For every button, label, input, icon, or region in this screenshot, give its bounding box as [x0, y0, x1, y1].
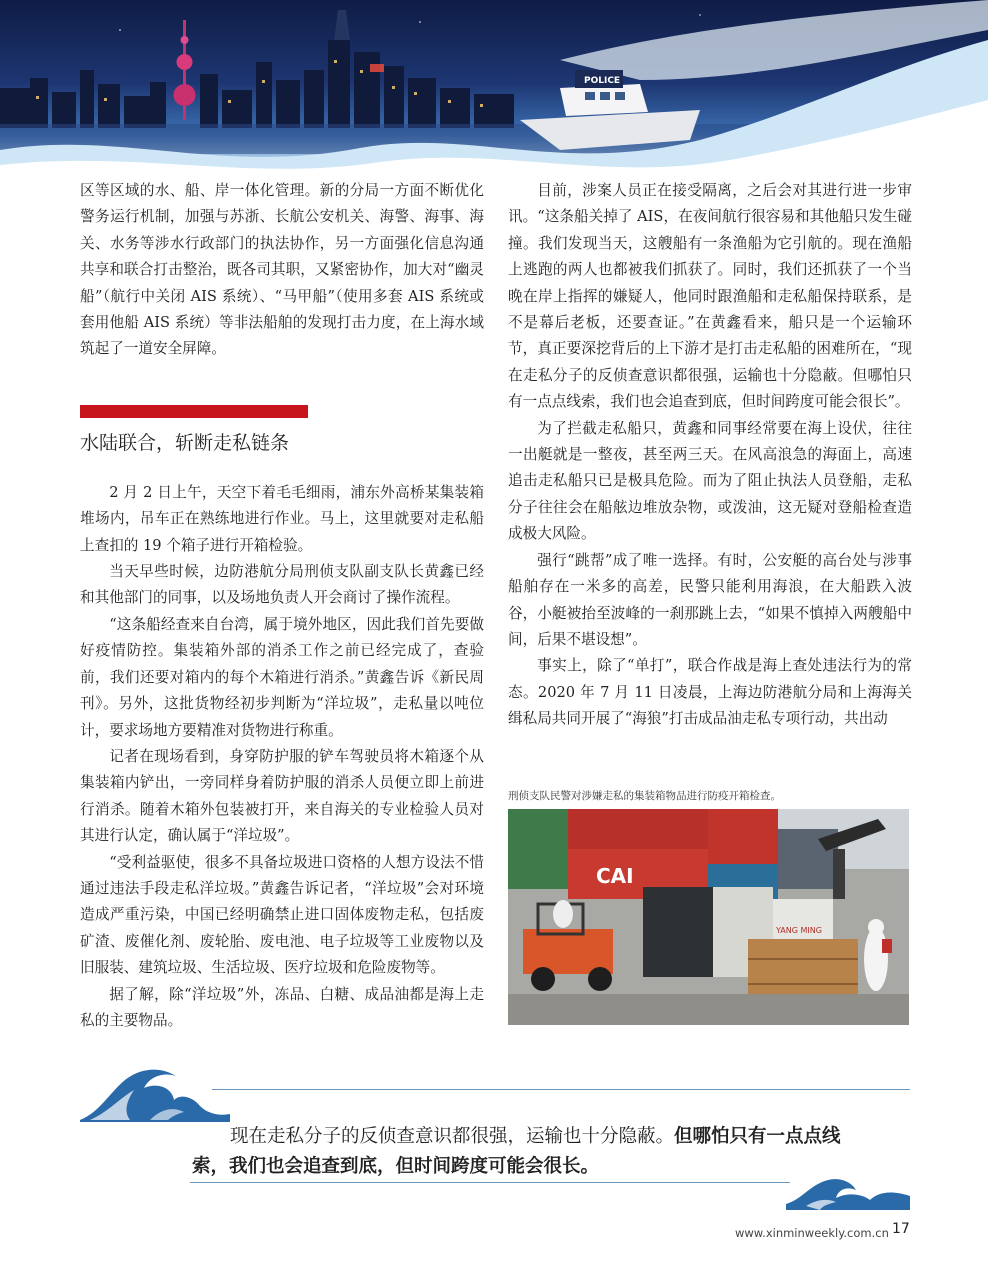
pull-quote-rule-top: [212, 1089, 910, 1090]
section-title: 水陆联合，斩断走私链条: [80, 431, 290, 454]
body-paragraph: 当天早些时候，边防港航分局刑侦支队副支队长黄鑫已经和其他部门的同事，以及场地负责人开会商讨了操作流程。: [80, 563, 484, 607]
body-paragraph: 记者在现场看到，身穿防护服的铲车驾驶员将木箱逐个从集装箱内铲出，一旁同样身着防护服的消杀人员便立即上前进行消杀。随着木箱外包装被打开，来自海关的专业检验人员对其进行认定，确认属于“洋垃圾”。: [80, 747, 484, 845]
wave-icon: [786, 1170, 910, 1210]
body-paragraph: 强行“跳帮”成了唯一选择。有时，公安艇的高台处与涉事船舶存在一米多的高差，民警只能利用海浪，在大船跌入波谷，小艇被抬至波峰的一刹那跳上去，“如果不慎掉入两艘船中间，后果不堪设想”。: [508, 551, 912, 648]
intro-paragraph: 区等区域的水、船、岸一体化管理。新的分局一方面不断优化警务运行机制，加强与苏浙、长航公安机关、海警、海事、海关、水务等涉水行政部门的执法协作，另一方面强化信息沟通共享和联合打击整治，既各司其职，又紧密协作，加大对“幽灵船”（航行中关闭 AIS 系统）、“马甲船”（使用多套 AIS 系统或套用他船 AIS 系统）等非法船舶的发现打击力度，在上海水域筑起了一道安全屏障。: [80, 182, 484, 358]
section-accent-bar: [80, 405, 308, 418]
body-paragraph: 据了解，除“洋垃圾”外，冻品、白糖、成品油都是海上走私的主要物品。: [80, 985, 484, 1029]
footer-url: www.xinminweekly.com.cn: [735, 1226, 889, 1240]
pull-quote: [192, 1122, 872, 1182]
photo-caption: 刑侦支队民警对涉嫌走私的集装箱物品进行防疫开箱检查。: [508, 790, 781, 802]
right-column: [508, 178, 912, 733]
container-label-side: YANG MING: [776, 926, 822, 935]
tower-icon: [174, 20, 196, 120]
skyline-illustration: [0, 0, 988, 185]
body-paragraph: “受利益驱使，很多不具备垃圾进口资格的人想方设法不惜通过违法手段走私洋垃圾。”黄鑫告诉记者，“洋垃圾”会对环境造成严重污染，中国已经明确禁止进口固体废物走私，包括废矿渣、废催化剂、废轮胎、废电池、电子垃圾等工业废物以及旧服装、建筑垃圾、生活垃圾、医疗垃圾和危险废物等。: [80, 853, 484, 977]
pull-quote-bold: 但哪怕只有一点点线索，我们也会追查到底，但时间跨度可能会很长。: [192, 1126, 841, 1177]
photo-illustration: [508, 809, 909, 1025]
left-column: [80, 178, 484, 1034]
body-paragraph: 为了拦截走私船只，黄鑫和同事经常要在海上设伏，往往一出艇就是一整夜，甚至两三天。在风高浪急的海面上，高速追击走私船只已是极具危险。而为了阻止执法人员登船，走私分子往往会在船舷边堆放杂物，或泼油，这无疑对登船检查造成极大风险。: [508, 419, 912, 543]
body-paragraph: “这条船经查来自台湾，属于境外地区，因此我们首先要做好疫情防控。集装箱外部的消杀工作之前已经完成了，查验前，我们还要对箱内的每个木箱进行消杀。”黄鑫告诉《新民周刊》。另外，这批货物经初步判断为“洋垃圾”，走私量以吨位计，要求场地方要精准对货物进行称重。: [80, 615, 484, 739]
body-paragraph: 目前，涉案人员正在接受隔离，之后会对其进行进一步审讯。“这条船关掉了 AIS，在夜间航行很容易和其他船只发生碰撞。我们发现当天，这艘船有一条渔船为它引航的。现在渔船上逃跑的两人也都被我们抓获了。同时，我们还抓获了一个当晚在岸上指挥的嫌疑人，他同时跟渔船和走私船保持联系，是不是幕后老板，还要查证。”在黄鑫看来，船只是一个运输环节，真正要深挖背后的上下游才是打击走私船的困难所在，“现在走私分子的反侦查意识都很强，运输也十分隐蔽。但哪怕只有一点点线索，我们也会追查到底，但时间跨度可能会很长”。: [508, 182, 912, 411]
body-paragraph: 事实上，除了“单打”，联合作战是海上查处违法行为的常态。2020 年 7 月 11 日凌晨，上海边防港航分局和上海海关缉私局共同开展了“海狼”打击成品油走私专项行动，共出动: [508, 657, 912, 728]
pull-quote-normal: 现在走私分子的反侦查意识都很强，运输也十分隐蔽。: [230, 1126, 675, 1147]
container-label-cai: CAI: [596, 864, 634, 888]
page-number: 17: [892, 1221, 910, 1237]
body-paragraph: 2 月 2 日上午，天空下着毛毛细雨，浦东外高桥某集装箱堆场内，吊车正在熟练地进行作业。马上，这里就要对走私船上查扣的 19 个箱子进行开箱检验。: [80, 483, 484, 554]
header-banner: [0, 0, 988, 185]
police-label: POLICE: [584, 76, 621, 86]
pull-quote-rule-bottom: [190, 1182, 790, 1183]
container-yard-photo: [508, 809, 909, 1025]
wave-icon: [80, 1062, 230, 1122]
